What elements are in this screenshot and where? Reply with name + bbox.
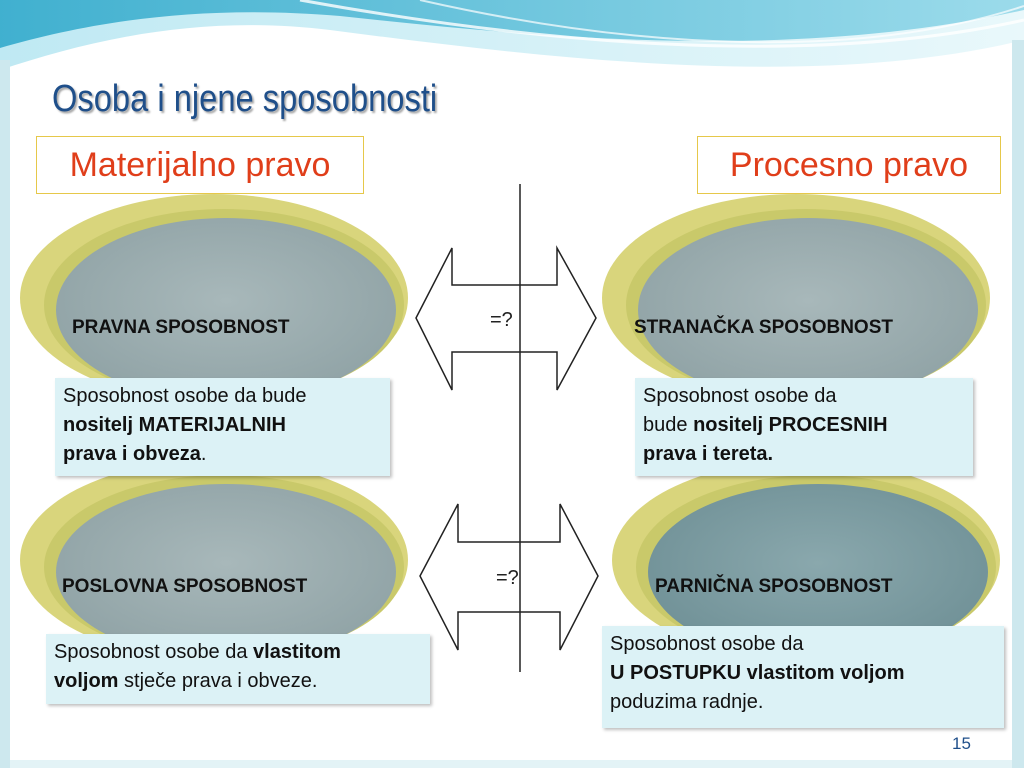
definition-bold: voljom [54, 670, 119, 692]
label-pravna-sposobnost: PRAVNA SPOSOBNOST [72, 317, 290, 338]
definition-line: Sposobnost osobe da bude [63, 385, 307, 407]
definition-bold: nositelj PROCESNIH [693, 414, 888, 436]
definition-line: stječe prava i obveze [118, 670, 312, 692]
definition-line: Sposobnost osobe da [54, 641, 254, 663]
oval-poslovna [20, 460, 408, 660]
label-poslovna-sposobnost: POSLOVNA SPOSOBNOST [62, 576, 308, 597]
definition-line: poduzima radnje. [610, 691, 764, 713]
oval-strankacka [602, 194, 990, 402]
header-materijalno-pravo: Materijalno pravo [36, 136, 364, 194]
definition-poslovna [46, 634, 430, 704]
definition-pravna [55, 378, 390, 476]
definition-tail: . [200, 443, 207, 465]
compare-label-top: =? [490, 309, 513, 331]
left-stripe [0, 60, 10, 768]
definition-stranacka [635, 378, 973, 476]
definition-line: Sposobnost osobe da [643, 385, 837, 407]
definition-bold: U POSTUPKU vlastitom voljom [610, 662, 905, 684]
header-procesno-pravo: Procesno pravo [697, 136, 1001, 194]
definition-tail: . [311, 670, 318, 692]
definition-bold: prava i obveza [63, 443, 201, 465]
oval-pravna [20, 194, 408, 402]
label-parnicna-sposobnost: PARNIČNA SPOSOBNOST [655, 576, 893, 597]
definition-bold: prava i tereta. [643, 443, 774, 465]
page-number: 15 [952, 734, 971, 753]
definition-bold: vlastitom [253, 641, 341, 663]
definition-line: Sposobnost osobe da [610, 633, 804, 655]
definition-bold: nositelj MATERIJALNIH [63, 414, 286, 436]
page-title: Osoba i njene sposobnosti [52, 78, 438, 120]
definition-parnicna [602, 626, 1004, 728]
definition-line: bude [643, 414, 694, 436]
compare-label-bottom: =? [496, 567, 519, 589]
right-stripe [1012, 40, 1024, 768]
label-stranacka-sposobnost: STRANAČKA SPOSOBNOST [634, 317, 893, 338]
